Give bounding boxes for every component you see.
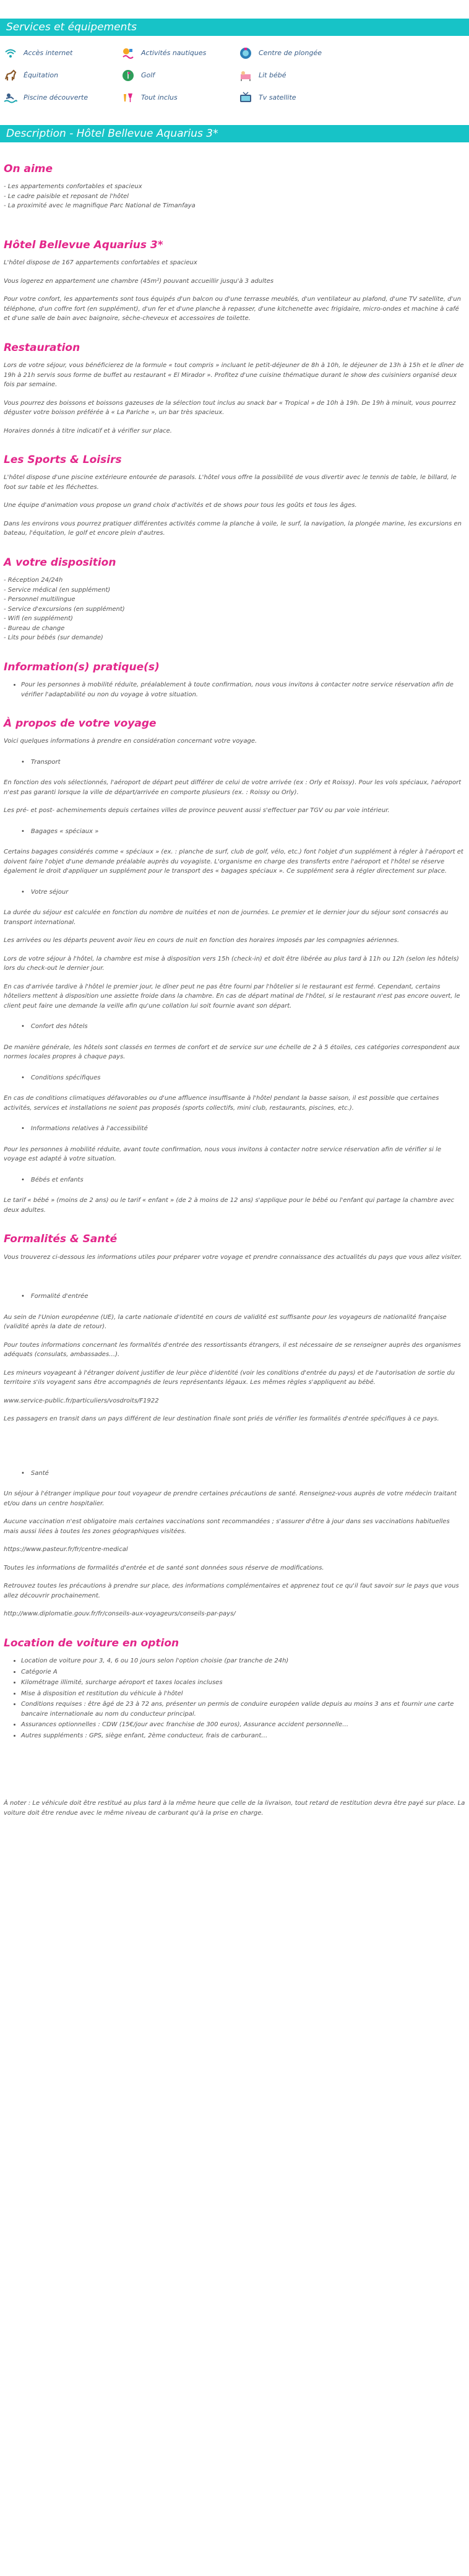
- list-item: - Réception 24/24h: [4, 577, 63, 584]
- sports-title: Les Sports & Loisirs: [4, 454, 122, 467]
- paragraph: Les arrivées ou les départs peuvent avoir lieu en cours de nuit en fonction des horaires imposés par les compagnies aériennes.: [4, 937, 400, 944]
- paragraph: Les mineurs voyageant à l'étranger doivent justifier de leur pièce d'identité (voir les conditions d'entrée du pays) et de l'autorisation de sortie du territoire s'ils voyagent sans être accompagnés de leurs représentants légaux. Les mêmes règles s'appliquent au bébé.: [4, 1369, 455, 1386]
- paragraph: Pour toutes informations concernant les formalités d'entrée des ressortissants étrangers, il est nécessaire de se renseigner auprès des organismes adéquats (consulats, ambassades…).: [4, 1341, 461, 1359]
- service-item: [239, 42, 356, 64]
- paragraph: Horaires donnés à titre indicatif et à vérifier sur place.: [4, 427, 172, 434]
- paragraph: Aucune vaccination n'est obligatoire mais certaines vaccinations sont recommandées ; s'assurer d'être à jour dans ses vaccinations habituelles mais aussi liées à toutes les zones géographiques visitées.: [4, 1518, 450, 1535]
- service-public-link[interactable]: www.service-public.fr/particuliers/vosdroits/F1922: [4, 1397, 159, 1404]
- paragraph: Toutes les informations de formalités d'entrée et de santé sont données sous réserve de modifications.: [4, 1564, 324, 1571]
- restauration-title: Restauration: [4, 341, 80, 354]
- paragraph: En cas de conditions climatiques défavorables ou d'une affluence insuffisante à l'hôtel pendant la basse saison, il est possible que certaines activités, services et installations ne soient pas proposés (sports collectifs, mini club, restaurants, piscines, etc.).: [4, 1095, 439, 1112]
- list-item: • Kilométrage illimité, surcharge aéroport et taxes locales incluses: [21, 1678, 465, 1688]
- diplomatie-link[interactable]: http://www.diplomatie.gouv.fr/fr/conseils-aux-voyageurs/conseils-par-pays/: [4, 1610, 236, 1618]
- list-item: - Le cadre paisible et reposant de l'hôtel: [4, 192, 129, 200]
- subheading-bagages: • Bagages « spéciaux »: [21, 827, 465, 837]
- paragraph: Vous logerez en appartement une chambre (45m²) pouvant accueillir jusqu'à 3 adultes: [4, 277, 274, 285]
- subheading-accessibilite: • Informations relatives à l'accessibilité: [21, 1124, 465, 1134]
- service-item: [239, 64, 356, 87]
- paragraph: Vous pourrez des boissons et boissons gazeuses de la sélection tout inclus au snack bar « Tropical » de 10h à 19h. De 19h à minuit, vous pourrez déguster votre boisson préférée à « La Pariche », un bar très spacieux.: [4, 399, 456, 417]
- service-label: Tv satellite: [259, 93, 296, 102]
- list-item: • Pour les personnes à mobilité réduite, préalablement à toute confirmation, nous vous invitons à contacter notre service réservation afin de vérifier l'adaptabilité ou non du voyage à votre situation.: [21, 680, 465, 699]
- service-label: Équitation: [24, 71, 59, 80]
- list-item: - Wifi (en supplément): [4, 615, 73, 623]
- service-item: [4, 42, 121, 64]
- paragraph: Lors de votre séjour, vous bénéficierez de la formule « tout compris » incluant le petit-déjeuner de 8h à 10h, le déjeuner de 13h à 15h et le dîner de 19h à 21h servis sous forme de buffet au restaurant « El Mirador ». Profitez d'une cuisine thématique durant le show des cuisiniers organisé deux fois par semaine.: [4, 362, 464, 389]
- list-item: - La proximité avec le magnifique Parc National de Timanfaya: [4, 202, 196, 210]
- service-label: Lit bébé: [259, 71, 286, 80]
- service-label: Centre de plongée: [259, 49, 322, 58]
- paragraph: La durée du séjour est calculée en fonction du nombre de nuitées et non de journées. Le premier et le dernier jour du séjour sont consacrés au transport international.: [4, 909, 449, 926]
- on-aime-list: [4, 182, 465, 211]
- service-label: Accès internet: [24, 49, 73, 58]
- disposition-title: A votre disposition: [4, 556, 116, 569]
- tv-icon: [239, 91, 252, 105]
- service-item: [4, 87, 121, 109]
- subheading-confort: • Confort des hôtels: [21, 1022, 465, 1032]
- apropos-title: À propos de votre voyage: [4, 717, 157, 730]
- list-item: - Personnel multilingue: [4, 596, 75, 603]
- paragraph: En cas d'arrivée tardive à l'hôtel le premier jour, le dîner peut ne pas être fourni par l'hôtelier si le restaurant est fermé. Cependant, certains hôteliers mettent à disposition une assiette froide dans la chambre. En cas de départ matinal de l'hôtel, si le restaurant n'est pas encore ouvert, le client peut faire une demande la veille afin qu'une collation lui soit fournie avant son départ.: [4, 983, 460, 1009]
- list-item: • Conditions requises : être âgé de 23 à 72 ans, présenter un permis de conduire européen valide depuis au moins 3 ans et fournir une carte bancaire internationale au nom du conducteur principal.: [21, 1700, 465, 1719]
- paragraph: En fonction des vols sélectionnés, l'aéroport de départ peut différer de celui de votre arrivée (ex : Orly et Roissy). Pour les vols spéciaux, l'aéroport n'est pas garanti lorsque la ville de départ/arrivée en comporte plusieurs (ex. : Roissy ou Orly).: [4, 779, 462, 796]
- service-item: [121, 42, 239, 64]
- service-item: [121, 87, 239, 109]
- list-item: - Bureau de change: [4, 625, 65, 632]
- hotel-title: Hôtel Bellevue Aquarius 3*: [4, 238, 163, 251]
- horse-icon: [4, 69, 17, 82]
- paragraph: Vous trouverez ci-dessous les informations utiles pour préparer votre voyage et prendre connaissance des actualités du pays que vous allez visiter.: [4, 1253, 462, 1261]
- list-item: - Service d'excursions (en supplément): [4, 605, 125, 613]
- paragraph: Pour votre confort, les appartements sont tous équipés d'un balcon ou d'une terrasse meublés, d'un ventilateur au plafond, d'une TV satellite, d'un téléphone, d'un coffre fort (en supplément), d'un fer et d'une planche à repasser, d'une kitchenette avec frigidaire, micro-ondes et machine à café et d'une salle de bain avec baignoire, sèche-cheveux et accessoires de toilette.: [4, 296, 461, 322]
- services-grid: [0, 36, 469, 109]
- paragraph: Dans les environs vous pourrez pratiquer différentes activités comme la planche à voile, le surf, la navigation, la plongée marine, les excursions en bateau, l'équitation, le golf et encore plein d'autres.: [4, 520, 462, 537]
- paragraph: Une équipe d'animation vous propose un grand choix d'activités et de shows pour tous les goûts et tous les âges.: [4, 502, 357, 509]
- list-item: - Service médical (en supplément): [4, 586, 111, 594]
- location-list: [4, 1656, 465, 1740]
- paragraph: Au sein de l'Union européenne (UE), la carte nationale d'identité en cours de validité est suffisante pour les voyageurs de nationalité française (validité après la date de retour).: [4, 1313, 447, 1331]
- wifi-icon: [4, 46, 17, 60]
- service-item: [239, 87, 356, 109]
- list-item: • Catégorie A: [21, 1667, 465, 1677]
- paragraph: Voici quelques informations à prendre en considération concernant votre voyage.: [4, 738, 257, 745]
- paragraph: Les pré- et post- acheminements depuis certaines villes de province peuvent aussi s'effectuer par TGV ou par voie intérieur.: [4, 807, 390, 815]
- description-header: Description - Hôtel Bellevue Aquarius 3*: [0, 125, 469, 142]
- services-header: Services et équipements: [0, 19, 469, 36]
- subheading-bebes: • Bébés et enfants: [21, 1175, 465, 1185]
- service-item: [121, 64, 239, 87]
- disposition-list: [4, 576, 465, 643]
- location-note: À noter : Le véhicule doit être restitué au plus tard à la même heure que celle de la livraison, tout retard de restitution devra être payé sur place. La voiture doit être rendue avec le même niveau de carburant qu'à la prise en charge.: [4, 1800, 465, 1817]
- nautical-icon: [121, 46, 135, 60]
- service-label: Activités nautiques: [141, 49, 207, 58]
- baby-bed-icon: [239, 69, 252, 82]
- paragraph: Les passagers en transit dans un pays différent de leur destination finale sont priés de vérifier les formalités d'entrée spécifiques à ce pays.: [4, 1416, 439, 1423]
- list-item: - Les appartements confortables et spacieux: [4, 183, 142, 191]
- description-content: [0, 161, 469, 1818]
- info-pratique-title: Information(s) pratique(s): [4, 660, 160, 673]
- subheading-sante: • Santé: [21, 1469, 465, 1479]
- service-item: [4, 64, 121, 87]
- paragraph: Un séjour à l'étranger implique pour tout voyageur de prendre certaines précautions de santé. Renseignez-vous auprès de votre médecin traitant et/ou dans un centre hospitalier.: [4, 1490, 457, 1507]
- location-title: Location de voiture en option: [4, 1636, 179, 1649]
- pool-icon: [4, 91, 17, 105]
- subheading-conditions: • Conditions spécifiques: [21, 1073, 465, 1083]
- paragraph: Le tarif « bébé » (moins de 2 ans) ou le tarif « enfant » (de 2 à moins de 12 ans) s'applique pour le bébé ou l'enfant qui partage la chambre avec deux adultes.: [4, 1197, 455, 1214]
- info-pratique-list: [4, 680, 465, 699]
- service-label: Golf: [141, 71, 155, 80]
- paragraph: De manière générale, les hôtels sont classés en termes de confort et de service sur une échelle de 2 à 5 étoiles, ces catégories correspondent aux normes locales propres à chaque pays.: [4, 1044, 460, 1061]
- list-item: • Mise à disposition et restitution du véhicule à l'hôtel: [21, 1689, 465, 1699]
- service-label: Piscine découverte: [24, 93, 88, 102]
- paragraph: L'hôtel dispose de 167 appartements confortables et spacieux: [4, 259, 197, 267]
- list-item: - Lits pour bébés (sur demande): [4, 634, 103, 642]
- pasteur-link[interactable]: https://www.pasteur.fr/fr/centre-medical: [4, 1546, 128, 1554]
- list-item: • Assurances optionnelles : CDW (15€/jour avec franchise de 300 euros), Assurance accident personnelle…: [21, 1720, 465, 1730]
- subheading-sejour: • Votre séjour: [21, 888, 465, 897]
- service-label: Tout inclus: [141, 93, 178, 102]
- subheading-transport: • Transport: [21, 758, 465, 767]
- paragraph: L'hôtel dispose d'une piscine extérieure entourée de parasols. L'hôtel vous offre la possibilité de vous divertir avec le tennis de table, le billard, le foot sur table et les fléchettes.: [4, 474, 457, 491]
- diving-icon: [239, 46, 252, 60]
- list-item: • Autres suppléments : GPS, siège enfant, 2ème conducteur, frais de carburant…: [21, 1731, 465, 1741]
- list-item: • Location de voiture pour 3, 4, 6 ou 10 jours selon l'option choisie (par tranche de 24h): [21, 1656, 465, 1666]
- golf-icon: [121, 69, 135, 82]
- paragraph: Pour les personnes à mobilité réduite, avant toute confirmation, nous vous invitons à contacter notre service réservation afin de vérifier si le voyage est adapté à votre situation.: [4, 1146, 442, 1163]
- paragraph: Certains bagages considérés comme « spéciaux » (ex. : planche de surf, club de golf, vélo, etc.) font l'objet d'un supplément à régler à l'aéroport et doivent faire l'objet d'une demande préalable auprès du voyagiste. L'organisme en charge des transferts entre l'aéroport et l'hôtel se réserve également le droit d'appliquer un supplément pour le transport des « bagages spéciaux ». Ce supplément sera à régler directement sur place.: [4, 849, 463, 875]
- formalites-title: Formalités & Santé: [4, 1233, 118, 1246]
- subheading-entree: • Formalité d'entrée: [21, 1292, 465, 1302]
- on-aime-title: On aime: [4, 163, 53, 175]
- paragraph: Lors de votre séjour à l'hôtel, la chambre est mise à disposition vers 15h (check-in) et doit être libérée au plus tard à 11h ou 12h (selon les hôtels) lors du check-out le dernier jour.: [4, 955, 459, 972]
- paragraph: Retrouvez toutes les précautions à prendre sur place, des informations complémentaires et apprenez tout ce qu'il faut savoir sur le pays que vous allez découvrir prochainement.: [4, 1583, 459, 1599]
- all-inclusive-icon: [121, 91, 135, 105]
